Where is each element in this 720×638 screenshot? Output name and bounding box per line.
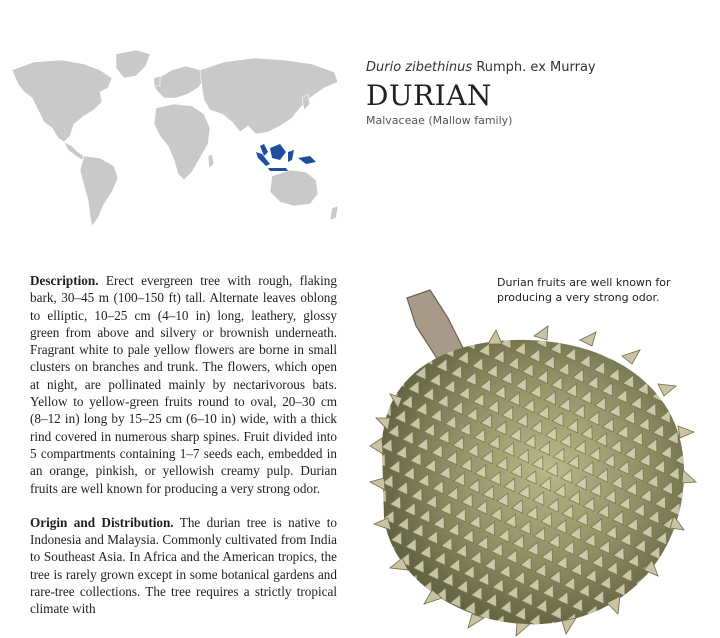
uk-shape <box>154 76 160 86</box>
origin-body: The durian tree is native to Indonesia and Malaysia. Commonly cultivated from India to Southeast Asia. In Africa and the American tropics, the tree is rarely grown except in some botanical gardens and rare-tree collections. The tree requires a strictly tropical climate with <box>30 514 338 617</box>
native-range-sulawesi <box>288 150 294 162</box>
greenland-shape <box>116 50 150 78</box>
north-america-shape <box>12 60 112 142</box>
description-heading: Description. <box>30 273 99 288</box>
south-america-shape <box>80 156 118 226</box>
new-zealand-shape <box>330 206 338 220</box>
authority: Rumph. ex Murray <box>476 60 596 75</box>
central-america-shape <box>64 142 84 160</box>
origin-paragraph <box>30 514 337 618</box>
scientific-name-line <box>366 60 706 76</box>
world-distribution-map <box>4 48 348 232</box>
native-range-java <box>268 168 288 171</box>
africa-shape <box>154 104 210 180</box>
body-text <box>30 272 337 635</box>
native-range-new-guinea <box>298 156 316 164</box>
durian-fruit-photo <box>352 278 712 638</box>
madagascar-shape <box>208 154 214 168</box>
description-paragraph <box>30 272 337 497</box>
description-body: Erect evergreen tree with rough, flaking bark, 30–45 m (100–150 ft) tall. Alternate leaves oblong to elliptic, 10–25 cm (4–10 in) long, leathery, glossy green from above and silvery or brownish underneath. Fragrant white to pale yellow flowers are borne in small clusters on branches and trunk. The flowers, which open at night, are pollinated mainly by nectarivorous bats. Yellow to yellow-green fruits round to oval, 20–30 cm (8–12 in) long by 15–25 cm (6–10 in) wide, with a thick rind covered in numerous sharp spines. Fruit divided into 5 compartments containing 1–7 seeds each, embedded in an orange, pinkish, or yellowish creamy pulp. Durian fruits are well known for producing a very strong odor. <box>30 273 337 496</box>
scientific-name: Durio zibethinus <box>366 60 473 75</box>
native-range-borneo <box>270 144 286 160</box>
native-range-sumatra <box>256 152 270 166</box>
plant-header <box>366 60 706 128</box>
asia-shape <box>200 58 338 134</box>
europe-shape <box>154 66 204 98</box>
australia-shape <box>270 170 318 206</box>
photo-caption: Durian fruits are well known for producing a very strong odor. <box>497 276 671 304</box>
family-name: Malvaceae (Mallow family) <box>366 114 513 127</box>
common-name-title: DURIAN <box>366 79 492 112</box>
origin-heading: Origin and Distribution. <box>30 514 174 530</box>
